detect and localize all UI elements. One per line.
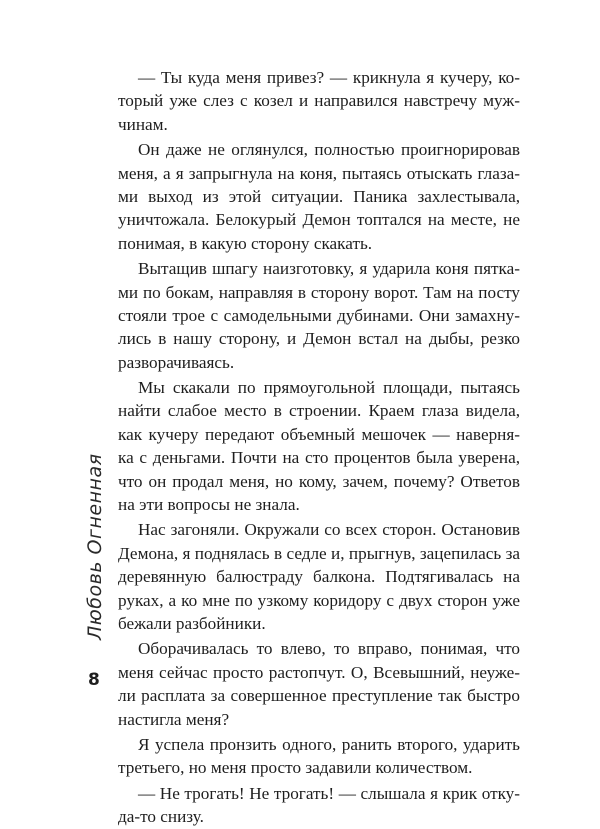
text-line: Оборачивалась то влево, то вправо, понимая, что [138, 639, 520, 659]
paragraph [118, 138, 520, 255]
text-line: стояли трое с самодельными дубинами. Они замахну- [118, 305, 520, 325]
text-line: ми по бокам, направляя в сторону ворот. Там на посту [118, 282, 520, 302]
text-line: торый уже слез с козел и направился навстречу муж- [118, 91, 520, 111]
text-line: да-то снизу. [118, 807, 204, 827]
text-line: разворачиваясь. [118, 352, 235, 372]
paragraph [118, 376, 520, 516]
text-line: что он продал меня, но кому, зачем, почему? Ответов [118, 471, 520, 491]
text-line: лись в нашу сторону, и Демон встал на дыбы, резко [118, 329, 520, 349]
text-line: меня, а я запрыгнула на коня, пытаясь отыскать глаза- [118, 163, 520, 183]
body-text [118, 66, 520, 829]
text-line: Вытащив шпагу наизготовку, я ударила коня пятка- [138, 259, 520, 279]
text-line: — Не трогать! Не трогать! — слышала я крик отку- [138, 783, 520, 803]
paragraph [118, 637, 520, 731]
text-line: ми выход из этой ситуации. Паника захлестывала, [118, 186, 520, 206]
text-line: бежали разбойники. [118, 613, 266, 633]
text-line: уничтожала. Белокурый Демон топтался на месте, не [118, 210, 520, 230]
page-number: 8 [88, 670, 100, 690]
text-line: ли расплата за совершенное преступление так быстро [118, 686, 520, 706]
text-line: Демона, я поднялась в седле и, прыгнув, зацепилась за [118, 543, 520, 563]
text-line: Я успела пронзить одного, ранить второго, ударить [138, 734, 520, 754]
text-line: понимая, в какую сторону скакать. [118, 233, 373, 253]
text-line: меня сейчас просто растопчут. О, Всевышний, неуже- [118, 662, 520, 682]
text-line: Он даже не оглянулся, полностью проигнорировав [138, 140, 520, 160]
text-line: настигла меня? [118, 709, 230, 729]
text-line: — Ты куда меня привез? — крикнула я кучеру, ко- [138, 68, 520, 87]
text-line: Мы скакали по прямоугольной площади, пытаясь [138, 378, 520, 398]
paragraph [118, 66, 520, 136]
paragraph [118, 257, 520, 374]
text-line: третьего, но меня просто задавили количеством. [118, 758, 473, 778]
text-line: Нас загоняли. Окружали со всех сторон. Остановив [138, 520, 520, 540]
paragraph [118, 782, 520, 829]
text-line: найти слабое место в строении. Краем глаза видела, [118, 401, 520, 421]
text-line: как кучеру передают объемный мешочек — наверня- [118, 424, 520, 444]
text-line: руках, а ко мне по узкому коридору с двух сторон уже [118, 590, 520, 610]
paragraph [118, 733, 520, 780]
running-head-author: Любовь Огненная [84, 453, 106, 640]
text-line: чинам. [118, 114, 168, 134]
text-line: ка с деньгами. Почти на сто процентов была уверена, [118, 448, 520, 468]
text-line: деревянную балюстраду балкона. Подтягивалась на [118, 567, 520, 587]
paragraph [118, 518, 520, 635]
text-line: на эти вопросы не знала. [118, 495, 300, 515]
